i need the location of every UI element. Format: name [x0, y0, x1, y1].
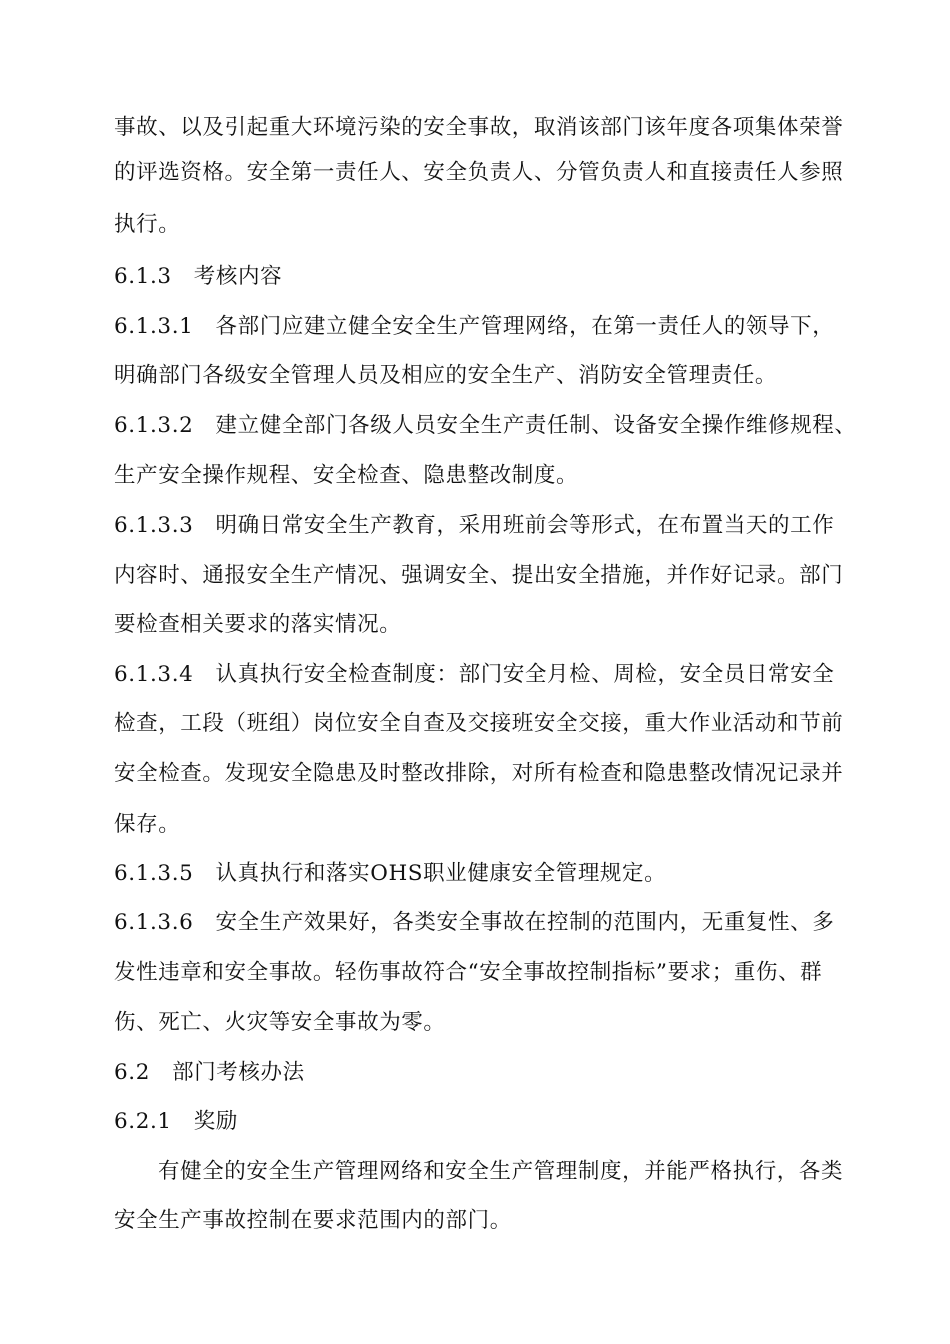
text-line: 要检查相关要求的落实情况。 [114, 612, 402, 637]
subsection-heading: 6.2.1 奖励 [114, 1109, 239, 1134]
text-line: 事故、以及引起重大环境污染的安全事故，取消该部门该年度各项集体荣誉 [114, 115, 844, 140]
text-line: 伤、死亡、火灾等安全事故为零。 [114, 1010, 446, 1035]
section-heading: 6.1.3 考核内容 [114, 264, 283, 289]
text-line: 执行。 [114, 212, 181, 237]
text-line: 生产安全操作规程、安全检查、隐患整改制度。 [114, 463, 579, 488]
text-line: 6.1.3.1 各部门应建立健全安全生产管理网络，在第一责任人的领导下， [114, 314, 835, 339]
text-line: 保存。 [114, 812, 181, 837]
text-line: 检查，工段（班组）岗位安全自查及交接班安全交接，重大作业活动和节前 [114, 711, 844, 736]
text-line: 6.1.3.2 建立健全部门各级人员安全生产责任制、设备安全操作维修规程、 [114, 413, 857, 438]
text-line: 6.1.3.4 认真执行安全检查制度：部门安全月检、周检，安全员日常安全 [114, 662, 835, 687]
text-line: 的评选资格。安全第一责任人、安全负责人、分管负责人和直接责任人参照 [114, 160, 844, 185]
text-line: 明确部门各级安全管理人员及相应的安全生产、消防安全管理责任。 [114, 363, 778, 388]
text-line: 6.1.3.5 认真执行和落实OHS职业健康安全管理规定。 [114, 861, 667, 886]
text-line: 安全检查。发现安全隐患及时整改排除，对所有检查和隐患整改情况记录并 [114, 761, 844, 786]
text-line: 安全生产事故控制在要求范围内的部门。 [114, 1208, 512, 1233]
section-heading: 6.2 部门考核办法 [114, 1060, 305, 1085]
text-line: 6.1.3.6 安全生产效果好，各类安全事故在控制的范围内，无重复性、多 [114, 910, 835, 935]
text-line: 内容时、通报安全生产情况、强调安全、提出安全措施，并作好记录。部门 [114, 563, 844, 588]
text-line: 发性违章和安全事故。轻伤事故符合“安全事故控制指标”要求；重伤、群 [114, 960, 823, 985]
text-line: 有健全的安全生产管理网络和安全生产管理制度，并能严格执行，各类 [158, 1159, 844, 1184]
text-line: 6.1.3.3 明确日常安全生产教育，采用班前会等形式，在布置当天的工作 [114, 513, 835, 538]
